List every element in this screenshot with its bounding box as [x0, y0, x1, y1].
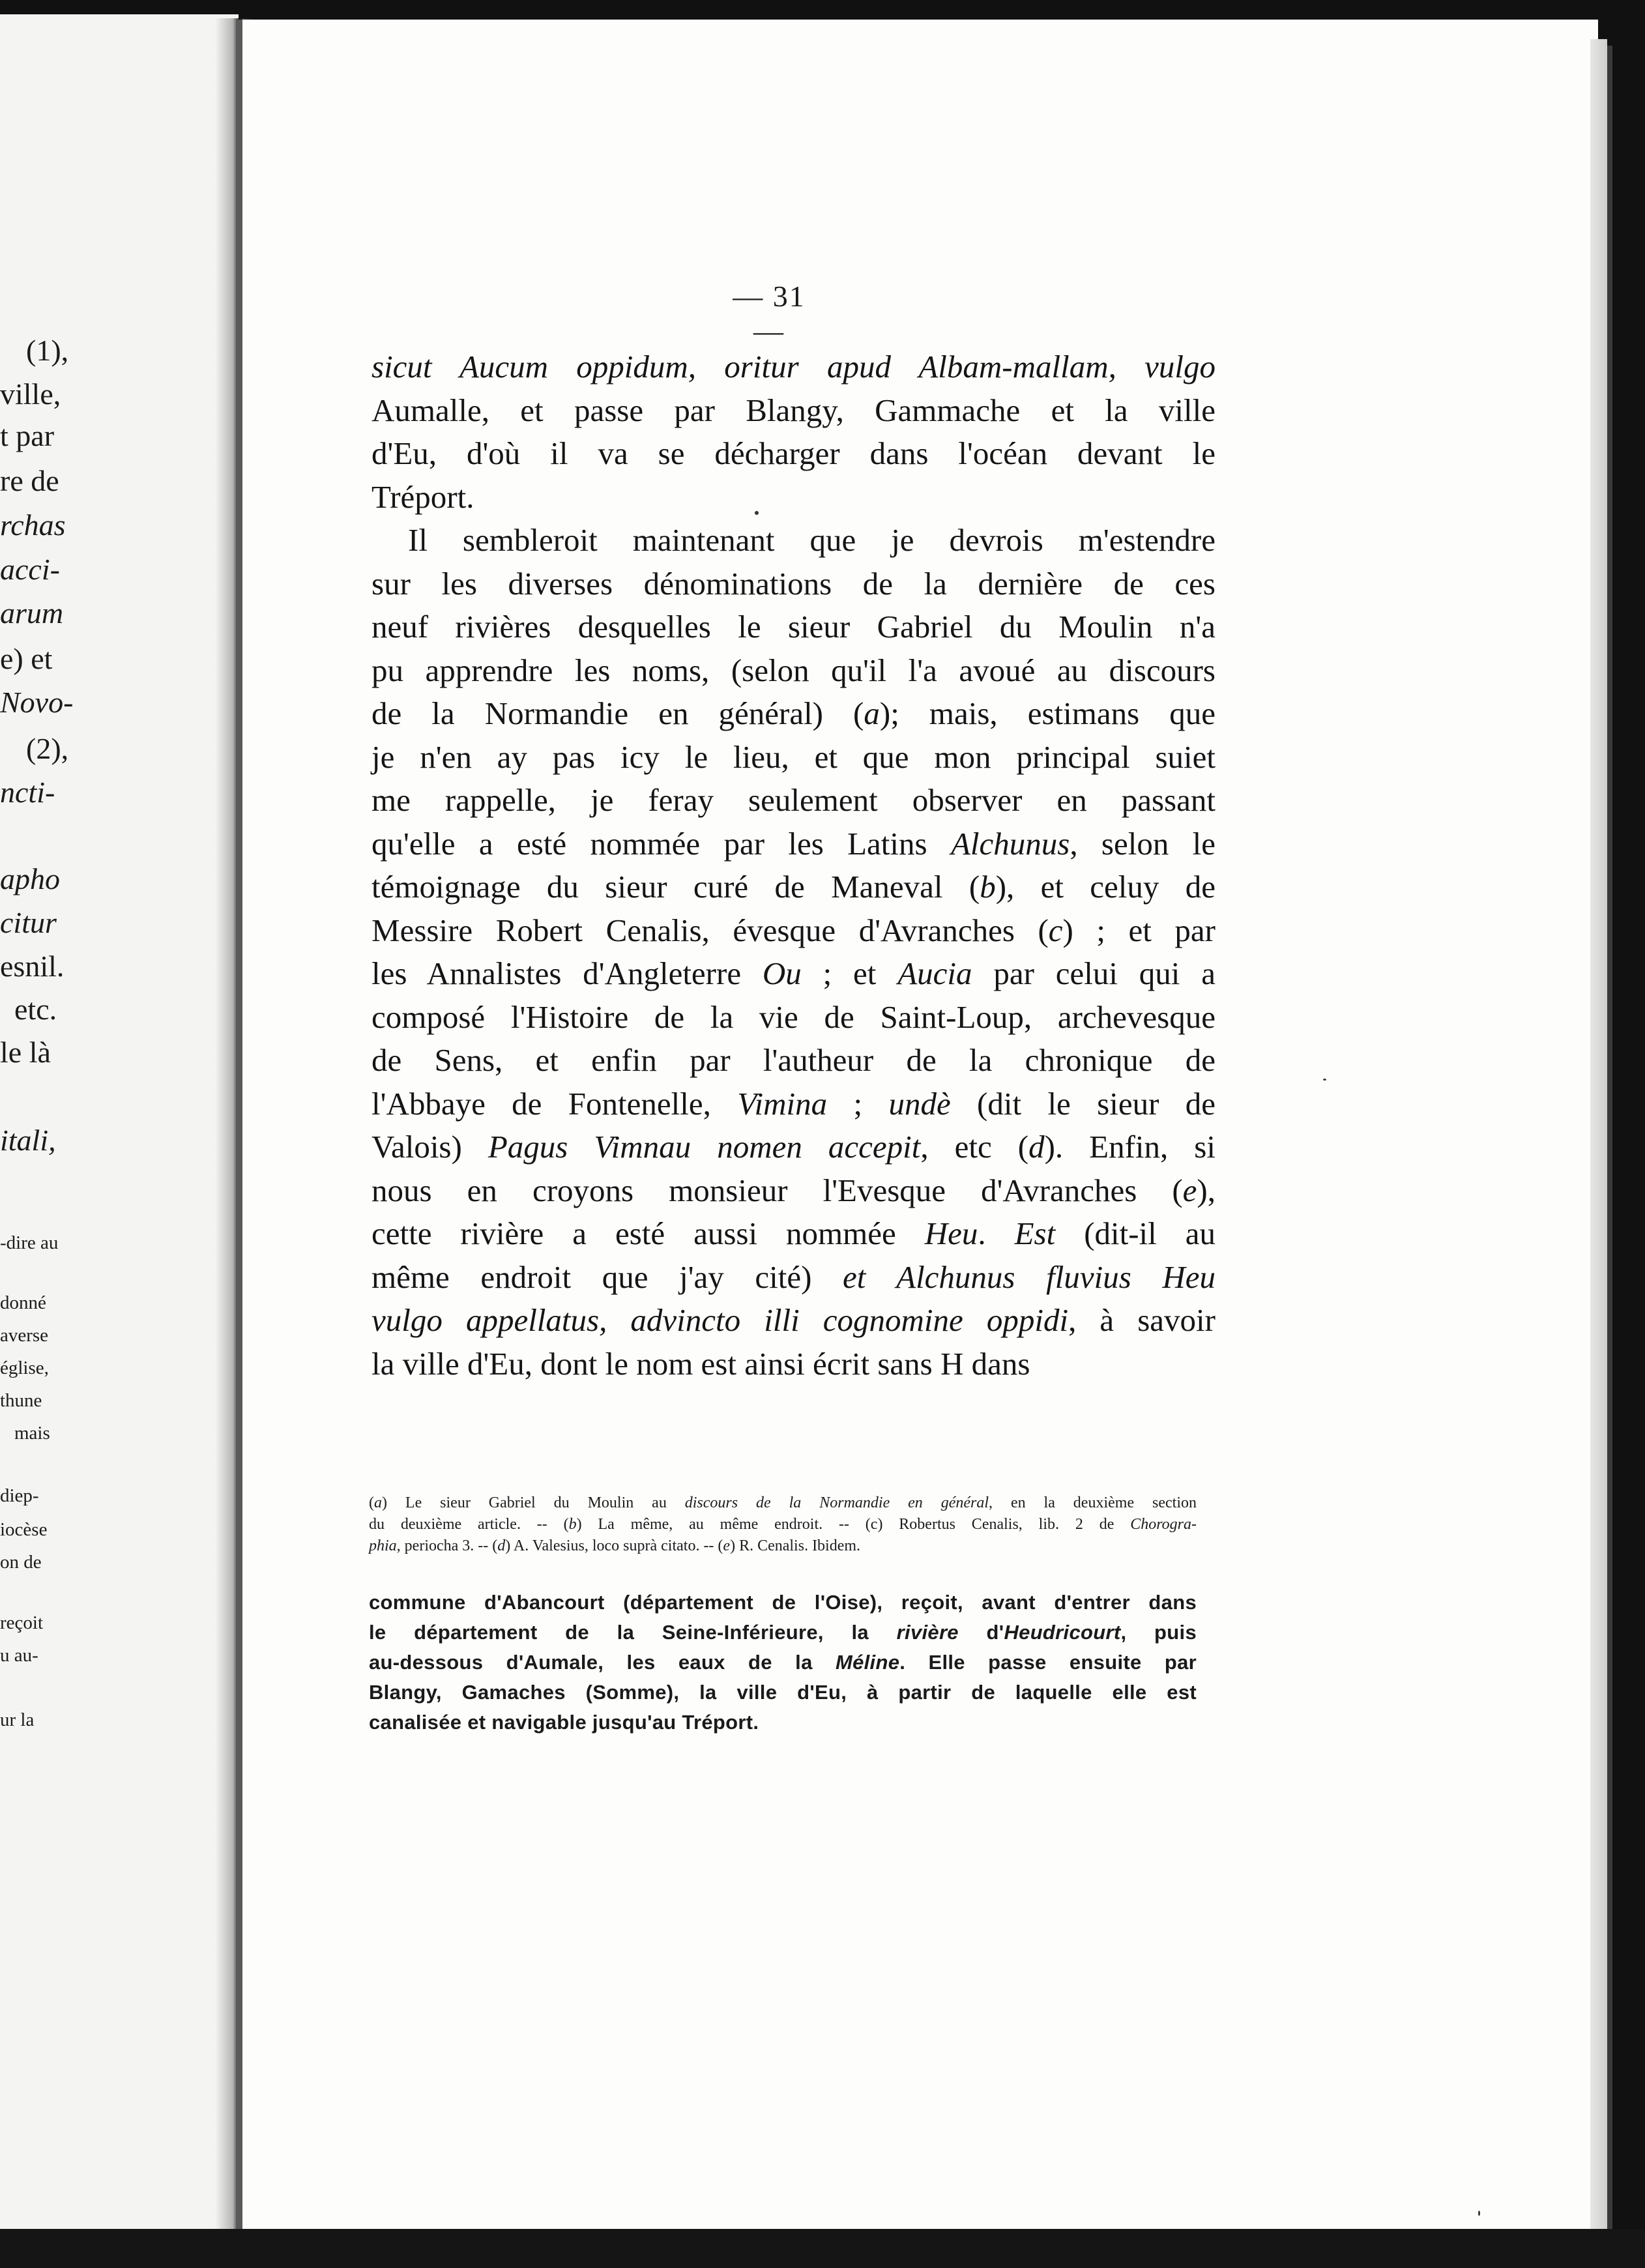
scan-bottom-band [0, 2229, 1645, 2268]
footnotes [369, 1492, 1197, 1557]
previous-page-text: rchas [0, 508, 66, 542]
previous-page-text: mais [14, 1423, 50, 1444]
body-text-line: nous en croyons monsieur l'Evesque d'Avranches (e), [371, 1172, 1216, 1208]
previous-page-text: e) et [0, 642, 53, 675]
print-speck [1323, 1079, 1326, 1081]
previous-page-text: (2), [26, 732, 69, 765]
body-text-line: composé l'Histoire de la vie de Saint-Loup, archevesque [371, 998, 1216, 1035]
previous-page-text: église, [0, 1358, 49, 1378]
footnote-line: phia, periocha 3. -- (d) A. Valesius, loco suprà citato. -- (e) R. Cenalis. Ibidem. [369, 1537, 861, 1554]
commentary-line: le département de la Seine-Inférieure, la rivière d'Heudricourt, puis [369, 1621, 1197, 1644]
previous-page-text: -dire au [0, 1232, 59, 1253]
body-text-line: vulgo appellatus, advincto illi cognomine oppidi, à savoir [371, 1302, 1216, 1338]
previous-page-text: apho [0, 862, 60, 895]
previous-page-text: t par [0, 419, 55, 452]
page-edge-dark [1607, 46, 1612, 2229]
previous-page-text: citur [0, 906, 57, 939]
body-text-line: Tréport. [371, 478, 474, 515]
body-text-line: la ville d'Eu, dont le nom est ainsi écrit sans H dans [371, 1345, 1030, 1382]
body-text-line: l'Abbaye de Fontenelle, Vimina ; undè (dit le sieur de [371, 1085, 1216, 1122]
body-text-line: Il sembleroit maintenant que je devrois m'estendre [408, 522, 1216, 558]
body-text-line: je n'en ay pas icy le lieu, et que mon principal suiet [371, 738, 1216, 775]
previous-page-text: le là [0, 1036, 51, 1069]
editor-commentary [369, 1588, 1197, 1737]
body-text-line: de Sens, et enfin par l'autheur de la chronique de [371, 1042, 1216, 1078]
body-text-line: de la Normandie en général) (a); mais, estimans que [371, 695, 1216, 731]
previous-page-text: esnil. [0, 950, 65, 983]
body-text-line: même endroit que j'ay cité) et Alchunus fluvius Heu [371, 1258, 1216, 1295]
commentary-line: au-dessous d'Aumale, les eaux de la Méline. Elle passe ensuite par [369, 1651, 1197, 1674]
previous-page-text: thune [0, 1390, 42, 1411]
page-number: — 31 — [733, 280, 806, 347]
footnote-line: (a) Le sieur Gabriel du Moulin au discours de la Normandie en général, en la deuxième section [369, 1494, 1197, 1511]
previous-page-text: reçoit [0, 1612, 44, 1633]
footnote-line: du deuxième article. -- (b) La même, au même endroit. -- (c) Robertus Cenalis, lib. 2 de Chorogra- [369, 1516, 1197, 1533]
previous-page-text: donné [0, 1292, 46, 1313]
print-speck [755, 511, 759, 515]
previous-page-text: ville, [0, 377, 61, 411]
previous-page-text: iocèse [0, 1519, 48, 1540]
print-speck [1478, 2211, 1480, 2216]
previous-page-text: on de [0, 1552, 42, 1573]
body-text-line: Messire Robert Cenalis, évesque d'Avranches (c) ; et par [371, 912, 1216, 948]
body-text [371, 345, 1216, 1386]
body-text-line: qu'elle a esté nommée par les Latins Alchunus, selon le [371, 825, 1216, 862]
body-text-line: sur les diverses dénominations de la dernière de ces [371, 565, 1216, 602]
previous-page-text: ncti- [0, 776, 55, 809]
body-text-line: Valois) Pagus Vimnau nomen accepit, etc (d). Enfin, si [371, 1129, 1216, 1165]
previous-page-text: u au- [0, 1645, 38, 1666]
commentary-line: Blangy, Gamaches (Somme), la ville d'Eu, à partir de laquelle elle est [369, 1681, 1197, 1704]
page-edge [1590, 39, 1607, 2229]
previous-page-text: arum [0, 596, 64, 630]
previous-page-text: etc. [14, 993, 57, 1026]
previous-page-text: re de [0, 464, 59, 497]
commentary-line: canalisée et navigable jusqu'au Tréport. [369, 1711, 759, 1734]
previous-page-text: itali, [0, 1124, 56, 1157]
previous-page-fragment [0, 14, 239, 2230]
body-text-line: témoignage du sieur curé de Maneval (b), et celuy de [371, 869, 1216, 905]
commentary-line: commune d'Abancourt (département de l'Oise), reçoit, avant d'entrer dans [369, 1591, 1197, 1614]
body-text-line: cette rivière a esté aussi nommée Heu. Est (dit-il au [371, 1215, 1216, 1251]
body-text-line: sicut Aucum oppidum, oritur apud Albam-mallam, vulgo [371, 349, 1216, 385]
body-text-line: d'Eu, d'où il va se décharger dans l'océan devant le [371, 435, 1216, 471]
previous-page-text: Novo- [0, 686, 74, 719]
body-text-line: me rappelle, je feray seulement observer en passant [371, 782, 1216, 818]
body-text-line: neuf rivières desquelles le sieur Gabriel du Moulin n'a [371, 609, 1216, 645]
previous-page-text: averse [0, 1325, 49, 1346]
body-text-line: Aumalle, et passe par Blangy, Gammache et la ville [371, 392, 1216, 428]
body-text-line: pu apprendre les noms, (selon qu'il l'a avoué au discours [371, 652, 1216, 688]
body-text-line: les Annalistes d'Angleterre Ou ; et Aucia par celui qui a [371, 955, 1216, 991]
previous-page-text: (1), [26, 334, 69, 367]
previous-page-text: acci- [0, 553, 60, 586]
previous-page-text: ur la [0, 1709, 35, 1730]
previous-page-text: diep- [0, 1485, 39, 1506]
